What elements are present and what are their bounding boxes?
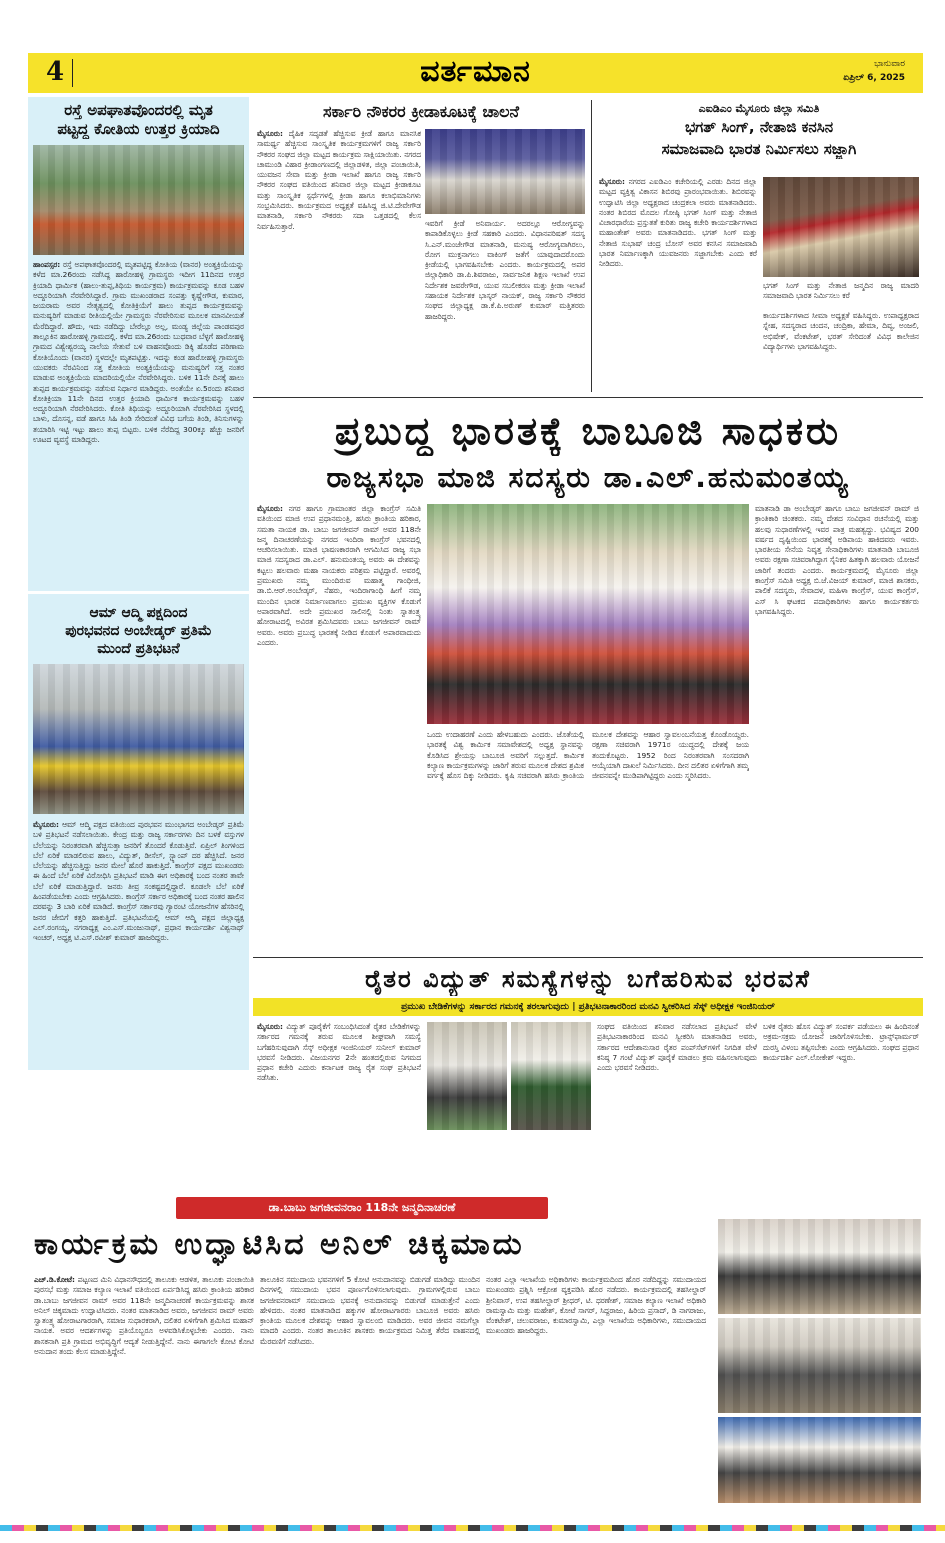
left-column-story-1 — [28, 97, 249, 591]
bottom-col-3: ನಂತರ ಎಲ್ಲಾ ಇಲಾಖೆಯ ಅಧಿಕಾರಿಗಳು ಕಾರ್ಯಕ್ರಮದಿಂದ ಹೊರ ನಡೆದಿದ್ದನ್ನು ಸಮುದಾಯದ ಮುಖಂಡರು ಪ್ರಶ್ನಿಸಿ ಆಕ್ರೋಶ ವ್ಯಕ್ತಪಡಿಸಿ ಹೊರ ನಡೆದರು. ಕಾರ್ಯಕ್ರಮದಲ್ಲಿ ತಹಸೀಲ್ದಾರ್ ಶ್ರೀನಿವಾಸ್, ಉಪ ತಹಸೀಲ್ದಾರ್ ಶ್ರೀಧರ್, ಟಿ. ಧರಣೇಶ್, ಸಮಾಜ ಕಲ್ಯಾಣ ಇಲಾಖೆ ಅಧಿಕಾರಿ ರಾಮಸ್ವಾಮಿ ಮತ್ತು ಮಹೇಶ್, ಕೋಟೆ ಸಾಗರ್, ಸಿದ್ದರಾಜು, ಹಿರಿಯ ಪ್ರಸಾದ್, ಡಿ ನಾಗರಾಜು, ವೆಂಕಟೇಶ್, ಚಲುವರಾಜು, ಕುಮಾರಸ್ವಾಮಿ, ಎಲ್ಲಾ ಇಲಾಖೆಯ ಅಧಿಕಾರಿಗಳು, ಸಮುದಾಯದ ಮುಖಂಡರು ಹಾಜರಿದ್ದರು. — [486, 1275, 706, 1336]
farmers-col-1-text: ವಿದ್ಯುತ್ ಪೂರೈಕೆಗೆ ಸಂಬಂಧಿಸಿದಂತೆ ರೈತರ ಬೇಡಿಕೆಗಳನ್ನು ಸರ್ಕಾರದ ಗಮನಕ್ಕೆ ತರುವ ಮೂಲಕ ಶೀಘ್ರವಾಗಿ ಸಮಸ್ಯೆ ಬಗೆಹರಿಸುವುದಾಗಿ ಸೆಸ್ಕ್ ಅಧೀಕ್ಷಕ ಇಂಜಿನಿಯರ್ ಸುನೀಲ್ ಕುಮಾರ್ ಭರವಸೆ ನೀಡಿದರು. ವಿಜಯನಗರ 2ನೇ ಹಂತದಲ್ಲಿರುವ ನಿಗಮದ ಪ್ರಧಾನ ಕಚೇರಿ ಎದುರು ಕರ್ನಾಟಕ ರಾಜ್ಯ ರೈತ ಸಂಘ ಪ್ರತಿಭಟನೆ ನಡೆಸಿತು. — [257, 1022, 421, 1083]
aidso-caption: ಭಗತ್ ಸಿಂಗ್ ಮತ್ತು ನೇತಾಜಿ ಜನ್ಮದಿನ ರಾಜ್ಯ ಮಾದರಿ ಸಮಾಜವಾದಿ ಭಾರತ ನಿರ್ಮಿಸಲು ಕರೆ — [763, 281, 919, 301]
color-registration-bar — [0, 1525, 945, 1531]
farmers-strap-separator: | — [572, 1002, 579, 1012]
main-photo — [427, 504, 749, 724]
farmers-strap-left: ಪ್ರಮುಖ ಬೇಡಿಕೆಗಳನ್ನು ಸರ್ಕಾರದ ಗಮನಕ್ಕೆ ತರಲಾಗುವುದು — [401, 1002, 570, 1012]
main-dateline: ಮೈಸೂರು: — [257, 504, 283, 513]
sports-story — [253, 97, 589, 395]
left-story-1-headline-line-1: ರಸ್ತೆ ಅಪಘಾತವೊಂದರಲ್ಲಿ ಮೃತ — [64, 101, 213, 119]
bottom-col-2: ತಾಲೂಕಿನ ಸಮುದಾಯ ಭವನಗಳಿಗೆ 5 ಕೋಟಿ ಅನುದಾನವನ್ನು ಬಿಡುಗಡೆ ಮಾಡಿದ್ದು ಮುಂದಿನ ದಿನಗಳಲ್ಲಿ ಸಮುದಾಯ ಭವನ ಪೂರ್ಣಗೊಳಿಸಲಾಗುವುದು. ಗ್ರಾಮಗಳಲ್ಲಿರುವ ಬಾಬು ಜಗಜೀವನರಾಮ್ ಸಮುದಾಯ ಭವನಕ್ಕೆ ಅನುದಾನವನ್ನು ಬಿಡುಗಡೆ ಮಾಡುತ್ತೇನೆ ಎಂದು ಹೇಳಿದರು. ನಂತರ ಮಾತನಾಡಿದ ಹಕ್ಕುಗಳ ಹೋರಾಟಗಾರರು ಬಾಬೂಜಿ ಅವರು ಹಸಿರು ಕ್ರಾಂತಿಯ ಮೂಲಕ ದೇಶವನ್ನು ಆಹಾರ ಸ್ವಾವಲಂಬಿ ಮಾಡಿದರು. ಅವರ ಜೀವನ ನಮಗೆಲ್ಲಾ ಮಾದರಿ ಎಂದರು. ನಂತರ ತಾಲೂಕಿನ ಶಾಸಕರು ಕಾರ್ಯಕ್ರಮದ ನಿಮಿತ್ತ ತೆರೆದ ವಾಹನದಲ್ಲಿ ಮೆರವಣಿಗೆ ನಡೆಸಿದರು. — [260, 1275, 480, 1346]
bottom-headline: ಕಾರ್ಯಕ್ರಮ ಉದ್ಘಾಟಿಸಿದ ಅನಿಲ್ ಚಿಕ್ಕಮಾದು — [34, 1227, 525, 1262]
bottom-ribbon — [176, 1197, 548, 1219]
left-story-1-dateline: ಹಾಂಪಸ್ಸರ: — [33, 260, 61, 269]
sports-col-1 — [257, 129, 421, 391]
farmers-col-2: ಸಂಘದ ವತಿಯಿಂದ ಶನಿವಾರ ನಡೆಸಲಾದ ಪ್ರತಿಭಟನೆ ವೇಳೆ ಪ್ರತಿಭಟನಾಕಾರರಿಂದ ಮನವಿ ಸ್ವೀಕರಿಸಿ ಮಾತನಾಡಿದ ಅವರು, ಸರ್ಕಾರದ ಆದೇಶಾನುಸಾರ ರೈತರ ಪಂಪ್‌ಸೆಟ್‌ಗಳಿಗೆ ನಿಗದಿತ ವೇಳೆ ಕನಿಷ್ಠ 7 ಗಂಟೆ ವಿದ್ಯುತ್ ಪೂರೈಕೆ ಮಾಡಲು ಕ್ರಮ ವಹಿಸಲಾಗುವುದು ಎಂದು ಭರವಸೆ ನೀಡಿದರು. — [597, 1022, 757, 1073]
main-headline-line-1: ಪ್ರಬುದ್ಧ ಭಾರತಕ್ಕೆ ಬಾಬೂಜಿ ಸಾಧಕರು — [334, 409, 842, 453]
aidso-kicker: ಎಐಡಿಎಂ ಮೈಸೂರು ಜಿಲ್ಲಾ ಸಮಿತಿ — [698, 102, 820, 115]
left-column-story-2 — [28, 594, 249, 1070]
aidso-dateline: ಮೈಸೂರು: — [599, 177, 625, 186]
main-col-1 — [257, 504, 421, 950]
bottom-story — [28, 1197, 923, 1507]
farmers-photo-1 — [427, 1022, 507, 1130]
left-story-2-headline-line-1: ಆಮ್ ಆದ್ಮಿ ಪಕ್ಷದಿಂದ — [89, 605, 188, 621]
left-story-1-body — [33, 260, 244, 587]
page-number: 4 — [46, 57, 65, 87]
aidso-story — [595, 97, 923, 395]
left-story-2-body — [33, 820, 244, 1066]
aidso-photo — [763, 177, 919, 277]
main-col-3: ಮಾತನಾಡಿ ಡಾ ಅಂಬೇಡ್ಕರ್ ಹಾಗೂ ಬಾಬು ಜಗಜೀವನ್ ರಾಮ್ ಜಿ ಕ್ರಾಂತಿಕಾರಿ ಚಿಂತಕರು. ನಮ್ಮ ದೇಶದ ಸಂವಿಧಾನ ರಚನೆಯಲ್ಲಿ ಮತ್ತು ಹಲವು ಸುಧಾರಣೆಗಳಲ್ಲಿ ಇವರ ಪಾತ್ರ ಮಹತ್ವದ್ದು. ಭವಿಷ್ಯದ 200 ವರ್ಷದ ದೃಷ್ಟಿಯಿಂದ ಭಾರತಕ್ಕೆ ಅಡಿಪಾಯ ಹಾಕಿದವರು ಇವರು. ಭಾರತೀಯ ಸೇನೆಯ ನಿವೃತ್ತ ಸೇನಾಧಿಕಾರಿಗಳು ಮಾತನಾಡಿ ಬಾಬೂಜಿ ಅವರು ರಕ್ಷಣಾ ಸಚಿವರಾಗಿದ್ದಾಗ ಸೈನಿಕರ ಹಿತಕ್ಕಾಗಿ ಹಲವಾರು ಯೋಜನೆ ಜಾರಿಗೆ ತಂದರು ಎಂದರು. ಕಾರ್ಯಕ್ರಮದಲ್ಲಿ ಮೈಸೂರು ಜಿಲ್ಲಾ ಕಾಂಗ್ರೆಸ್ ಸಮಿತಿ ಅಧ್ಯಕ್ಷ ಬಿ.ಜೆ.ವಿಜಯ್ ಕುಮಾರ್, ಮಾಜಿ ಶಾಸಕರು, ಪಾಲಿಕೆ ಸದಸ್ಯರು, ಸೇವಾದಳ, ಮಹಿಳಾ ಕಾಂಗ್ರೆಸ್, ಯುವ ಕಾಂಗ್ರೆಸ್, ಎಸ್ ಸಿ ಘಟಕದ ಪದಾಧಿಕಾರಿಗಳು ಹಾಗೂ ಕಾರ್ಯಕರ್ತರು ಭಾಗವಹಿಸಿದ್ದರು. — [755, 504, 919, 616]
main-story — [253, 400, 923, 955]
farmers-photo-2 — [511, 1022, 591, 1130]
main-col-2: ಒಂದು ಉದಾಹರಣೆ ಎಂದು ಹೇಳಬಹುದು ಎಂದರು. ಜೊತೆಯಲ್ಲಿ ಭಾರತಕ್ಕೆ ವಿಶ್ವ ಕಾರ್ಮಿಕ ಸಮಾವೇಶದಲ್ಲಿ ಅಧ್ಯಕ್ಷ ಸ್ಥಾನವನ್ನು ಕೊಡಿಸಿದ ಶ್ರೇಯಸ್ಸು ಬಾಬೂಜಿ ಅವರಿಗೆ ಸಲ್ಲುತ್ತದೆ. ಕಾರ್ಮಿಕ ಕಲ್ಯಾಣ ಕಾರ್ಯಕ್ರಮಗಳನ್ನು ಜಾರಿಗೆ ತರುವ ಮೂಲಕ ದೇಶದ ಶ್ರಮಿಕ ವರ್ಗಕ್ಕೆ ಹೊಸ ದಿಕ್ಕು ನೀಡಿದರು. ಕೃಷಿ ಸಚಿವರಾಗಿ ಹಸಿರು ಕ್ರಾಂತಿಯ ಮೂಲಕ ದೇಶವನ್ನು ಆಹಾರ ಸ್ವಾವಲಂಬನೆಯತ್ತ ಕೊಂಡೊಯ್ದರು. ರಕ್ಷಣಾ ಸಚಿವರಾಗಿ 1971ರ ಯುದ್ಧದಲ್ಲಿ ದೇಶಕ್ಕೆ ಜಯ ತಂದುಕೊಟ್ಟರು. 1952 ರಿಂದ ನಿರಂತರವಾಗಿ ಸಂಸದರಾಗಿ ಆಯ್ಕೆಯಾಗಿ ದಾಖಲೆ ನಿರ್ಮಿಸಿದರು. ದೀನ ದಲಿತರ ಏಳಿಗೆಗಾಗಿ ತಮ್ಮ ಜೀವನವನ್ನೇ ಮುಡಿಪಾಗಿಟ್ಟಿದ್ದರು ಎಂದು ಸ್ಮರಿಸಿದರು. — [427, 730, 749, 781]
masthead — [28, 53, 923, 93]
aidso-headline-line-2: ಸಮಾಜವಾದಿ ಭಾರತ ನಿರ್ಮಿಸಲು ಸಜ್ಜಾಗಿ — [661, 140, 857, 158]
left-story-2-dateline: ಮೈಸೂರು: — [33, 820, 59, 829]
left-story-2-headline-line-2: ಪುರಭವನದ ಅಂಬೇಡ್ಕರ್ ಪ್ರತಿಮೆ — [65, 623, 212, 639]
left-story-2-text: ಆಮ್ ಆದ್ಮಿ ಪಕ್ಷದ ವತಿಯಿಂದ ಪುರಭವನ ಮುಂಭಾಗದ ಅಂಬೇಡ್ಕರ್ ಪ್ರತಿಮೆ ಬಳಿ ಪ್ರತಿಭಟನೆ ನಡೆಸಲಾಯಿತು. ಕೇಂದ್ರ ಮತ್ತು ರಾಜ್ಯ ಸರ್ಕಾರಗಳು ದಿನ ಬಳಕೆ ವಸ್ತುಗಳ ಬೆಲೆಯನ್ನು ನಿರಂತರವಾಗಿ ಹೆಚ್ಚಿಸುತ್ತಾ ಜನರಿಗೆ ತೊಂದರೆ ಕೊಡುತ್ತಿವೆ. ಏಪ್ರಿಲ್ ತಿಂಗಳಿಂದ ಬೆಲೆ ಏರಿಕೆ ಮಾಡಲಿರುವ ಹಾಲು, ವಿದ್ಯುತ್, ಡೀಸೆಲ್, ಸ್ಟ್ಯಾಂಪ್ ದರ ಹೆಚ್ಚಿಸಿದೆ. ಜನರ ಬೆಲೆಯನ್ನು ಹೆಚ್ಚಿಸುತ್ತಿದ್ದು ಜನರ ಮೇಲೆ ಹೊರೆ ಹಾಕುತ್ತಿದೆ. ಕಾಂಗ್ರೆಸ್ ಪಕ್ಷದ ಮುಖಂಡರು ಈ ಹಿಂದೆ ಬೆಲೆ ಏರಿಕೆ ವಿರೋಧಿಸಿ ಪ್ರತಿಭಟನೆ ಮಾಡಿ ಈಗ ಅಧಿಕಾರಕ್ಕೆ ಬಂದ ನಂತರ ತಾವೇ ಬೆಲೆ ಏರಿಕೆ ಮಾಡುತ್ತಿದ್ದಾರೆ. ಜನರು ತೀವ್ರ ಸಂಕಷ್ಟದಲ್ಲಿದ್ದಾರೆ. ಕೂಡಲೇ ಬೆಲೆ ಏರಿಕೆ ಹಿಂಪಡೆಯಬೇಕು ಎಂದು ಆಗ್ರಹಿಸಿದರು. ಕಾಂಗ್ರೆಸ್ ಸರ್ಕಾರ ಅಧಿಕಾರಕ್ಕೆ ಬಂದ ನಂತರ ಹಾಲಿನ ದರವನ್ನು 3 ಬಾರಿ ಏರಿಕೆ ಮಾಡಿದೆ. ಕಾಂಗ್ರೆಸ್ ಸರ್ಕಾರವು ಗ್ಯಾರಂಟಿ ಯೋಜನೆಗಳ ಹೆಸರಿನಲ್ಲಿ ಜನರ ಜೇಬಿಗೆ ಕತ್ತರಿ ಹಾಕುತ್ತಿದೆ. ಪ್ರತಿಭಟನೆಯಲ್ಲಿ ಆಮ್ ಆದ್ಮಿ ಪಕ್ಷದ ಜಿಲ್ಲಾಧ್ಯಕ್ಷ ಎಲ್.ರಂಗಯ್ಯ, ನಗರಾಧ್ಯಕ್ಷ ಎಂ.ಎಸ್.ಮಂಜುನಾಥ್, ಪ್ರಧಾನ ಕಾರ್ಯದರ್ಶಿ ವಿಶ್ವನಾಥ್ ಇಂಚರ್, ಅಧ್ಯಕ್ಷ ಟಿ.ಎಸ್.ರವೀಶ್ ಕುಮಾರ್ ಹಾಜರಿದ್ದರು. — [33, 820, 244, 943]
divider-main-farmers — [253, 957, 923, 958]
left-story-1-text: ರಸ್ತೆ ಅಪಘಾತವೊಂದರಲ್ಲಿ ಮೃತಪಟ್ಟಿದ್ದ ಕೋತಿಯ (ವಾನರ) ಅಂತ್ಯಕ್ರಿಯೆಯನ್ನು ಕಳೆದ ಮಾ.26ರಂದು ನಡೆಸಿದ್ದ ಹಾರೋಹಳ್ಳಿ ಗ್ರಾಮಸ್ಥರು ಇದೀಗ 11ದಿನದ ಉತ್ತರ ಕ್ರಿಯಾದಿ ಧಾರ್ಮಿಕ (ಹಾಲು-ತುಪ್ಪ,ತಿಥಿಯ ಕಾರ್ಯಕ್ರಮ) ಕಾರ್ಯಕ್ರಮವನ್ನು ಕೂಡ ಬಹಳ ಅದ್ದೂರಿಯಾಗಿ ನೆರವೇರಿಸಿದ್ದಾರೆ. ಗ್ರಾಮ ಮುಖಂಡರಾದ ಸಂಪತ್ತು ಕೃಷ್ಣೇಗೌಡ, ಕುಮಾರ, ಜಯರಾಮ ಅವರ ನೇತೃತ್ವದಲ್ಲಿ ಕೋತಿಕ್ರಿಯೆಗೆ ಹಾಲು ತುಪ್ಪದ ಕಾರ್ಯಕ್ರಮವನ್ನು ಮನುಷ್ಯರಿಗೆ ಮಾಡುವ ರೀತಿಯಲ್ಲಿಯೇ ಗ್ರಾಮಸ್ಥರು ನೆರವೇರಿಸುವ ಮೂಲಕ ಮಾನವೀಯತೆ ಮೆರೆದಿದ್ದಾರೆ. ಹೌದು, ಇದು ನಡೆದಿದ್ದು ಬೇರೆಲ್ಲೂ ಅಲ್ಲ, ಮಂಡ್ಯ ಜಿಲ್ಲೆಯ ಪಾಂಡವಪುರ ತಾಲ್ಲೂಕಿನ ಹಾರೋಹಳ್ಳಿ ಗ್ರಾಮದಲ್ಲಿ. ಕಳೆದ ಮಾ.26ರಂದು ಬುಧವಾರ ಬೆಳ್ಳಗೆ ಹಾರೋಹಳ್ಳಿ ಗ್ರಾಮದ ವಿಶ್ವೇಶ್ವರಯ್ಯ ನಾಲೆಯ ಸೇತುವೆ ಬಳಿ ವಾಹನವೊಂದು ಡಿಕ್ಕಿ ಹೊಡೆದ ಪರಿಣಾಮ ಕೋತಿಯೊಂದು (ವಾನರ) ಸ್ಥಳದಲ್ಲೇ ಮೃತಪಟ್ಟಿತ್ತು. ಇದನ್ನು ಕಂಡ ಹಾರೋಹಳ್ಳಿ ಗ್ರಾಮಸ್ಥರು ಯುವಕರು ನೆರವಿನಿಂದ ಸತ್ತ ಕೋತಿಯ ಅಂತ್ಯಕ್ರಿಯೆಯನ್ನು ಮನುಷ್ಯರಿಗೆ ಸತ್ತ ನಂತರ ಮಾಡುವ ಅಂತ್ಯಕ್ರಿಯೆಯ ಮಾದರಿಯಲ್ಲಿಯೇ ನೆರವೇರಿಸಿದ್ದರು. ಬಳಿಕ 11ನೇ ದಿನಕ್ಕೆ ಹಾಲು ತುಪ್ಪದ ಕಾರ್ಯಕ್ರಮವನ್ನು ನಡೆಸುವ ನಿರ್ಧಾರ ಮಾಡಿದ್ದರು. ಅಂತೆಯೇ ಏ.5ರಂದು ಶನಿವಾರ ಕೋತಿಕ್ರಿಯಾ 11ನೇ ದಿನದ ಉತ್ತರ ಕ್ರಿಯಾದಿ ಧಾರ್ಮಿಕ ಕಾರ್ಯಕ್ರಮವನ್ನು ಬಹಳ ಅದ್ದೂರಿಯಾಗಿ ನೆರವೇರಿಸಿದರು. ಕೋತಿ ತಿಥಿಯನ್ನು ಅದ್ದೂರಿಯಾಗಿ ನೆರವೇರಿಸಿದ ಸ್ಥಳದಲ್ಲಿ ಬಾಳು, ದೊಸನ್ನ, ವಡೆ ಹಾಗೂ ಸಿಹಿ ತಿಂಡಿ ಸೇರಿದಂತೆ ವಿವಿಧ ಬಗೆಯ ತಿಂಡಿ, ತಿನಿಸುಗಳನ್ನು ತಯಾರಿಸಿ ಇಟ್ಟಿ ಇಟ್ಟು ಹಾಲು ತುಪ್ಪ ಬಿಟ್ಟರು. ಬಳಿಕ ನೆರೆದಿದ್ದ 300ಕ್ಕೂ ಹೆಚ್ಚು ಜನರಿಗೆ ಊಟದ ವ್ಯವಸ್ಥೆ ಮಾಡಿದ್ದರು. — [33, 260, 244, 445]
farmers-dateline: ಮೈಸೂರು: — [257, 1022, 283, 1031]
farmers-strapline — [253, 998, 923, 1016]
bottom-col-1 — [34, 1275, 254, 1503]
left-story-1-headline-line-2: ಪಟ್ಟದ್ದ ಕೋತಿಯ ಉತ್ತರ ಕ್ರಿಯಾದಿ — [57, 120, 220, 138]
left-story-2-headline-line-3: ಮುಂದೆ ಪ್ರತಿಭಟನೆ — [97, 641, 180, 657]
farmers-col-3: ಬಳಿಕ ರೈತರು ಹೊಸ ವಿದ್ಯುತ್ ಸಂಪರ್ಕ ಪಡೆಯಲು ಈ ಹಿಂದಿನಂತೆ ಅಕ್ರಮ-ಸಕ್ರಮ ಯೋಜನೆ ಜಾರಿಗೊಳಿಸಬೇಕು. ಟ್ರಾನ್ಸ್‌ಫಾರ್ಮರ್ ದುರಸ್ತಿ ವಿಳಂಬ ತಪ್ಪಿಸಬೇಕು ಎಂದು ಆಗ್ರಹಿಸಿದರು. ಸಂಘದ ಪ್ರಧಾನ ಕಾರ್ಯದರ್ಶಿ ಎಲ್.ಲೋಕೇಶ್ ಇದ್ದರು. — [763, 1022, 919, 1062]
main-col-1-text: ನಗರ ಹಾಗೂ ಗ್ರಾಮಾಂತರ ಜಿಲ್ಲಾ ಕಾಂಗ್ರೆಸ್ ಸಮಿತಿ ವತಿಯಿಂದ ಮಾಜಿ ಉಪ ಪ್ರಧಾನಮಂತ್ರಿ, ಹಸಿರು ಕ್ರಾಂತಿಯ ಹರಿಕಾರ, ಸಮತಾ ನಾಯಕ ಡಾ. ಬಾಬು ಜಗಜೀವನ್ ರಾಮ್ ಅವರ 118ನೇ ಜನ್ಮ ದಿನಾಚರಣೆಯನ್ನು ನಗರದ ಇಂದಿರಾ ಕಾಂಗ್ರೆಸ್ ಭವನದಲ್ಲಿ ಆಚರಿಸಲಾಯಿತು. ಮಾಜಿ ಭಾಷಣಕಾರರಾಗಿ ಆಗಮಿಸಿದ ರಾಜ್ಯ ಸಭಾ ಮಾಜಿ ಸದಸ್ಯರಾದ ಡಾ.ಎಲ್. ಹನುಮಂತಯ್ಯ ಅವರು ಈ ದೇಶವನ್ನು ಕಟ್ಟಲು ಹಲವಾರು ಮಹಾ ನಾಯಕರು ಪರಿಶ್ರಮ ಪಟ್ಟಿದ್ದಾರೆ. ಅವರಲ್ಲಿ ಪ್ರಮುಖರು ನಮ್ಮ ಮುಂದಿರುವ ಮಹಾತ್ಮ ಗಾಂಧೀಜಿ, ಡಾ.ಬಿ.ಆರ್.ಅಂಬೇಡ್ಕರ್, ನೆಹರು, ಇಂದಿರಾಗಾಂಧಿ ಹೀಗೆ ನಮ್ಮ ಮುಂದಿನ ಭಾರತ ನಿರ್ಮಾಣವಾಗಲು ಪ್ರಮುಖ ವ್ಯಕ್ತಿಗಳ ಕೊಡುಗೆ ಅಪಾರವಾಗಿದೆ. ಅದೇ ಪ್ರಮುಖರ ಸಾಲಿನಲ್ಲಿ ನಿಂತು ಸ್ವಾತಂತ್ರ್ಯ ಹೋರಾಟದಲ್ಲಿ ಅವಿರತ ಶ್ರಮಿಸಿದವರು ಬಾಬು ಜಗಜೀವನ್ ರಾಮ್ ಅವರು. ಅವರು ಪ್ರಬುದ್ಧ ಭಾರತಕ್ಕೆ ನೀಡಿದ ಕೊಡುಗೆ ಅಪಾರವಾದುದು ಎಂದರು. — [257, 504, 421, 647]
bottom-photo-2 — [718, 1318, 921, 1413]
bottom-col-1-text: ಪಟ್ಟಣದ ಮಿನಿ ವಿಧಾನಸೌಧದಲ್ಲಿ ತಾಲೂಕು ಆಡಳಿತ, ತಾಲೂಕು ಪಂಚಾಯಿತಿ ಪುರಸಭೆ ಮತ್ತು ಸಮಾಜ ಕಲ್ಯಾಣ ಇಲಾಖೆ ವತಿಯಿಂದ ಏರ್ಪಡಿಸಿದ್ದ ಹಸಿರು ಕ್ರಾಂತಿಯ ಹರಿಕಾರ ಡಾ.ಬಾಬು ಜಗಜೀವನ ರಾಮ್ ಅವರ 118ನೇ ಜನ್ಮದಿನಾಚರಣೆ ಕಾರ್ಯಕ್ರಮವನ್ನು ಶಾಸಕ ಅನಿಲ್ ಚಿಕ್ಕಮಾದು ಉದ್ಘಾಟಿಸಿದರು. ನಂತರ ಮಾತನಾಡಿದ ಅವರು, ಜಗಜೀವನ ರಾಮ್ ಅವರು ಸ್ವಾತಂತ್ರ್ಯ ಹೋರಾಟಗಾರರಾಗಿ, ಸಮಾಜ ಸುಧಾರಕರಾಗಿ, ದಲಿತರ ಏಳಿಗೆಗಾಗಿ ಶ್ರಮಿಸಿದ ಮಹಾನ್ ನಾಯಕ. ಅವರ ಆದರ್ಶಗಳನ್ನು ಪ್ರತಿಯೊಬ್ಬರೂ ಅಳವಡಿಸಿಕೊಳ್ಳಬೇಕು ಎಂದರು. ನಾನು ಶಾಸಕನಾಗಿ ಪ್ರತಿ ಗ್ರಾಮದ ಅಭಿವೃದ್ಧಿಗೆ ಆದ್ಯತೆ ನೀಡುತ್ತಿದ್ದೇನೆ. ನಾನು ಈಗಾಗಲೇ ಕೋಟಿ ಕೋಟಿ ಅನುದಾನ ತಂದು ಕೆಲಸ ಮಾಡುತ್ತಿದ್ದೇನೆ. — [34, 1275, 254, 1357]
issue-day: ಭಾನುವಾರ — [874, 59, 905, 69]
sports-headline: ಸರ್ಕಾರಿ ನೌಕರರ ಕ್ರೀಡಾಕೂಟಕ್ಕೆ ಚಾಲನೆ — [322, 102, 520, 121]
divider-top-main — [253, 397, 923, 398]
aidso-col-1-text: ನಗರದ ಎಐಡಿಎಂ ಕಚೇರಿಯಲ್ಲಿ ಎರಡು ದಿನದ ಜಿಲ್ಲಾ ಮಟ್ಟದ ವ್ಯಕ್ತಿತ್ವ ವಿಕಾಸನ ಶಿಬಿರವು ಪ್ರಾರಂಭವಾಯಿತು. ಶಿಬಿರವನ್ನು ಉದ್ಘಾಟಿಸಿ ಜಿಲ್ಲಾ ಅಧ್ಯಕ್ಷರಾದ ಚಂದ್ರಕಲಾ ಅವರು ಮಾತನಾಡಿದರು. ನಂತರ ಶಿಬಿರದ ಮೊದಲ ಗೋಷ್ಠಿ ಭಗತ್ ಸಿಂಗ್ ಮತ್ತು ನೇತಾಜಿ ವಿಚಾರಧಾರೆಯ ಪ್ರಸ್ತುತತೆ ಕುರಿತು ರಾಜ್ಯ ಕಚೇರಿ ಕಾರ್ಯದರ್ಶಿಗಳಾದ ಮಹಾಂತೇಶ್ ಅವರು ಮಾತನಾಡಿದರು. ಭಗತ್ ಸಿಂಗ್ ಮತ್ತು ನೇತಾಜಿ ಸುಭಾಷ್ ಚಂದ್ರ ಬೋಸ್ ಅವರ ಕನಸಿನ ಸಮಾಜವಾದಿ ಭಾರತ ನಿರ್ಮಾಣಕ್ಕಾಗಿ ಯುವಜನರು ಸಜ್ಜಾಗಬೇಕು ಎಂದು ಕರೆ ನೀಡಿದರು. — [599, 177, 757, 269]
farmers-col-1 — [257, 1022, 421, 1128]
bottom-dateline: ಎಚ್.ಡಿ.ಕೋಟೆ: — [34, 1275, 76, 1284]
sports-photo — [425, 129, 585, 214]
aidso-headline-line-1: ಭಗತ್ ಸಿಂಗ್, ನೇತಾಜಿ ಕನಸಿನ — [684, 118, 834, 136]
bottom-photo-1 — [718, 1219, 921, 1314]
left-story-2-photo — [33, 664, 244, 814]
farmers-headline: ರೈತರ ವಿದ್ಯುತ್ ಸಮಸ್ಯೆಗಳನ್ನು ಬಗೆಹರಿಸುವ ಭರವಸೆ — [365, 965, 811, 993]
aidso-col-2: ಕಾರ್ಯದರ್ಶಿಗಳಾದ ಸೀಮಾ ಅಧ್ಯಕ್ಷತೆ ವಹಿಸಿದ್ದರು. ಉಪಾಧ್ಯಕ್ಷರಾದ ಸ್ನೇಹ, ಸದಸ್ಯರಾದ ಚಂದನ, ಚಂದ್ರಿಕಾ, ಹೇಮಾ, ದಿವ್ಯ, ಅಂಜಲಿ, ಅಭಿಷೇಕ್, ವೆಂಕಟೇಶ್, ಭರತ್ ಸೇರಿದಂತೆ ವಿವಿಧ ಕಾಲೇಜಿನ ವಿದ್ಯಾರ್ಥಿಗಳು ಭಾಗವಹಿಸಿದ್ದರು. — [763, 311, 919, 351]
newspaper-title: ವರ್ತಮಾನ — [420, 54, 531, 89]
divider-sports-aidso — [591, 100, 592, 392]
left-story-1-photo — [33, 145, 244, 255]
main-headline-line-2: ರಾಜ್ಯಸಭಾ ಮಾಜಿ ಸದಸ್ಯರು ಡಾ.ಎಲ್.ಹನುಮಂತಯ್ಯ — [326, 461, 850, 494]
farmers-story — [253, 960, 923, 1150]
sports-col-1-text: ದೈಹಿಕ ಸದೃಡತೆ ಹೆಚ್ಚಿಸುವ ಕ್ರೀಡೆ ಹಾಗೂ ಮಾನಸಿಕ ಸಾಮರ್ಥ್ಯ ಹೆಚ್ಚಿಸುವ ಸಾಂಸ್ಕೃತಿಕ ಕಾರ್ಯಕ್ರಮಗಳಿಗೆ ರಾಜ್ಯ ಸರ್ಕಾರಿ ನೌಕರರ ಸಂಘದ ಜಿಲ್ಲಾ ಮಟ್ಟದ ಕಾರ್ಯಕ್ರಮ ಸಾಕ್ಷಿಯಾಯಿತು. ನಗರದ ಚಾಮುಂಡಿ ವಿಹಾರ ಕ್ರೀಡಾಂಗಣದಲ್ಲಿ ಜಿಲ್ಲಾಡಳಿತ, ಜಿಲ್ಲಾ ಪಂಚಾಯಿತಿ, ಯುವಜನ ಸೇವಾ ಮತ್ತು ಕ್ರೀಡಾ ಇಲಾಖೆ ಹಾಗೂ ರಾಜ್ಯ ಸರ್ಕಾರಿ ನೌಕರರ ಸಂಘದ ವತಿಯಿಂದ ಶನಿವಾರ ಜಿಲ್ಲಾ ಮಟ್ಟದ ಕ್ರೀಡಾಕೂಟ ಮತ್ತು ಸಾಂಸ್ಕೃತಿಕ ಸ್ಪರ್ಧೆಗಳಲ್ಲಿ ಕ್ರೀಡಾ ಹಾಗೂ ಕಲಾಭಿಮಾನಿಗಳು ಸಂಭ್ರಮಿಸಿದರು. ಕಾರ್ಯಕ್ರಮದ ಅಧ್ಯಕ್ಷತೆ ವಹಿಸಿದ್ದ ಜಿ.ಟಿ.ದೇವೇಗೌಡ ಮಾತನಾಡಿ, ಸರ್ಕಾರಿ ನೌಕರರು ಸದಾ ಒತ್ತಡದಲ್ಲಿ ಕೆಲಸ ನಿರ್ವಹಿಸುತ್ತಾರೆ. — [257, 129, 421, 231]
bottom-photo-3 — [718, 1417, 921, 1503]
farmers-strap-right: ಪ್ರತಿಭಟನಾಕಾರರಿಂದ ಮನವಿ ಸ್ವೀಕರಿಸಿದ ಸೆಸ್ಕ್ ಅಧೀಕ್ಷಕ ಇಂಜಿನಿಯರ್ — [578, 1002, 775, 1012]
sports-col-2: ಇವರಿಗೆ ಕ್ರೀಡೆ ಅನಿವಾರ್ಯ. ಅದರಲ್ಲೂ ಆರೋಗ್ಯವನ್ನು ಕಾಪಾಡಿಕೊಳ್ಳಲು ಕ್ರೀಡೆ ಸಹಕಾರಿ ಎಂದರು. ವಿಧಾನಪರಿಷತ್ ಸದಸ್ಯ ಸಿ.ಎನ್.ಮಂಜೇಗೌಡ ಮಾತನಾಡಿ, ಮನುಷ್ಯ ಆರೋಗ್ಯವಾಗಿರಲು, ರೋಗ ಮುಕ್ತನಾಗಲು ವಾಕಿಂಗ್ ಜತೆಗೆ ಯಾವುದಾದರೊಂದು ಕ್ರೀಡೆಯಲ್ಲಿ ಭಾಗವಹಿಸಬೇಕು ಎಂದರು. ಕಾರ್ಯಕ್ರಮದಲ್ಲಿ ಅಪರ ಜಿಲ್ಲಾಧಿಕಾರಿ ಡಾ.ಪಿ.ಶಿವರಾಜು, ಸಾರ್ವಜನಿಕ ಶಿಕ್ಷಣ ಇಲಾಖೆ ಉಪ ನಿರ್ದೇಶಕ ಜವರೇಗೌಡ, ಯುವ ಸಬಲೀಕರಣ ಮತ್ತು ಕ್ರೀಡಾ ಇಲಾಖೆ ಸಹಾಯಕ ನಿರ್ದೇಶಕ ಭಾಸ್ಕರ್ ನಾಯಕ್, ರಾಜ್ಯ ಸರ್ಕಾರಿ ನೌಕರರ ಸಂಘದ ಜಿಲ್ಲಾಧ್ಯಕ್ಷ ಡಾ.ಕೆ.ಪಿ.ಅರುಣ್ ಕುಮಾರ್ ಮತ್ತಿತರರು ಹಾಜರಿದ್ದರು. — [425, 219, 585, 321]
aidso-col-1 — [599, 177, 757, 391]
sports-dateline: ಮೈಸೂರು: — [257, 129, 283, 138]
bottom-ribbon-text: ಡಾ.ಬಾಬು ಜಗಜೀವನರಾಂ 118ನೇ ಜನ್ಮದಿನಾಚರಣೆ — [268, 1201, 456, 1214]
issue-date: ಏಪ್ರಿಲ್ 6, 2025 — [843, 73, 905, 83]
